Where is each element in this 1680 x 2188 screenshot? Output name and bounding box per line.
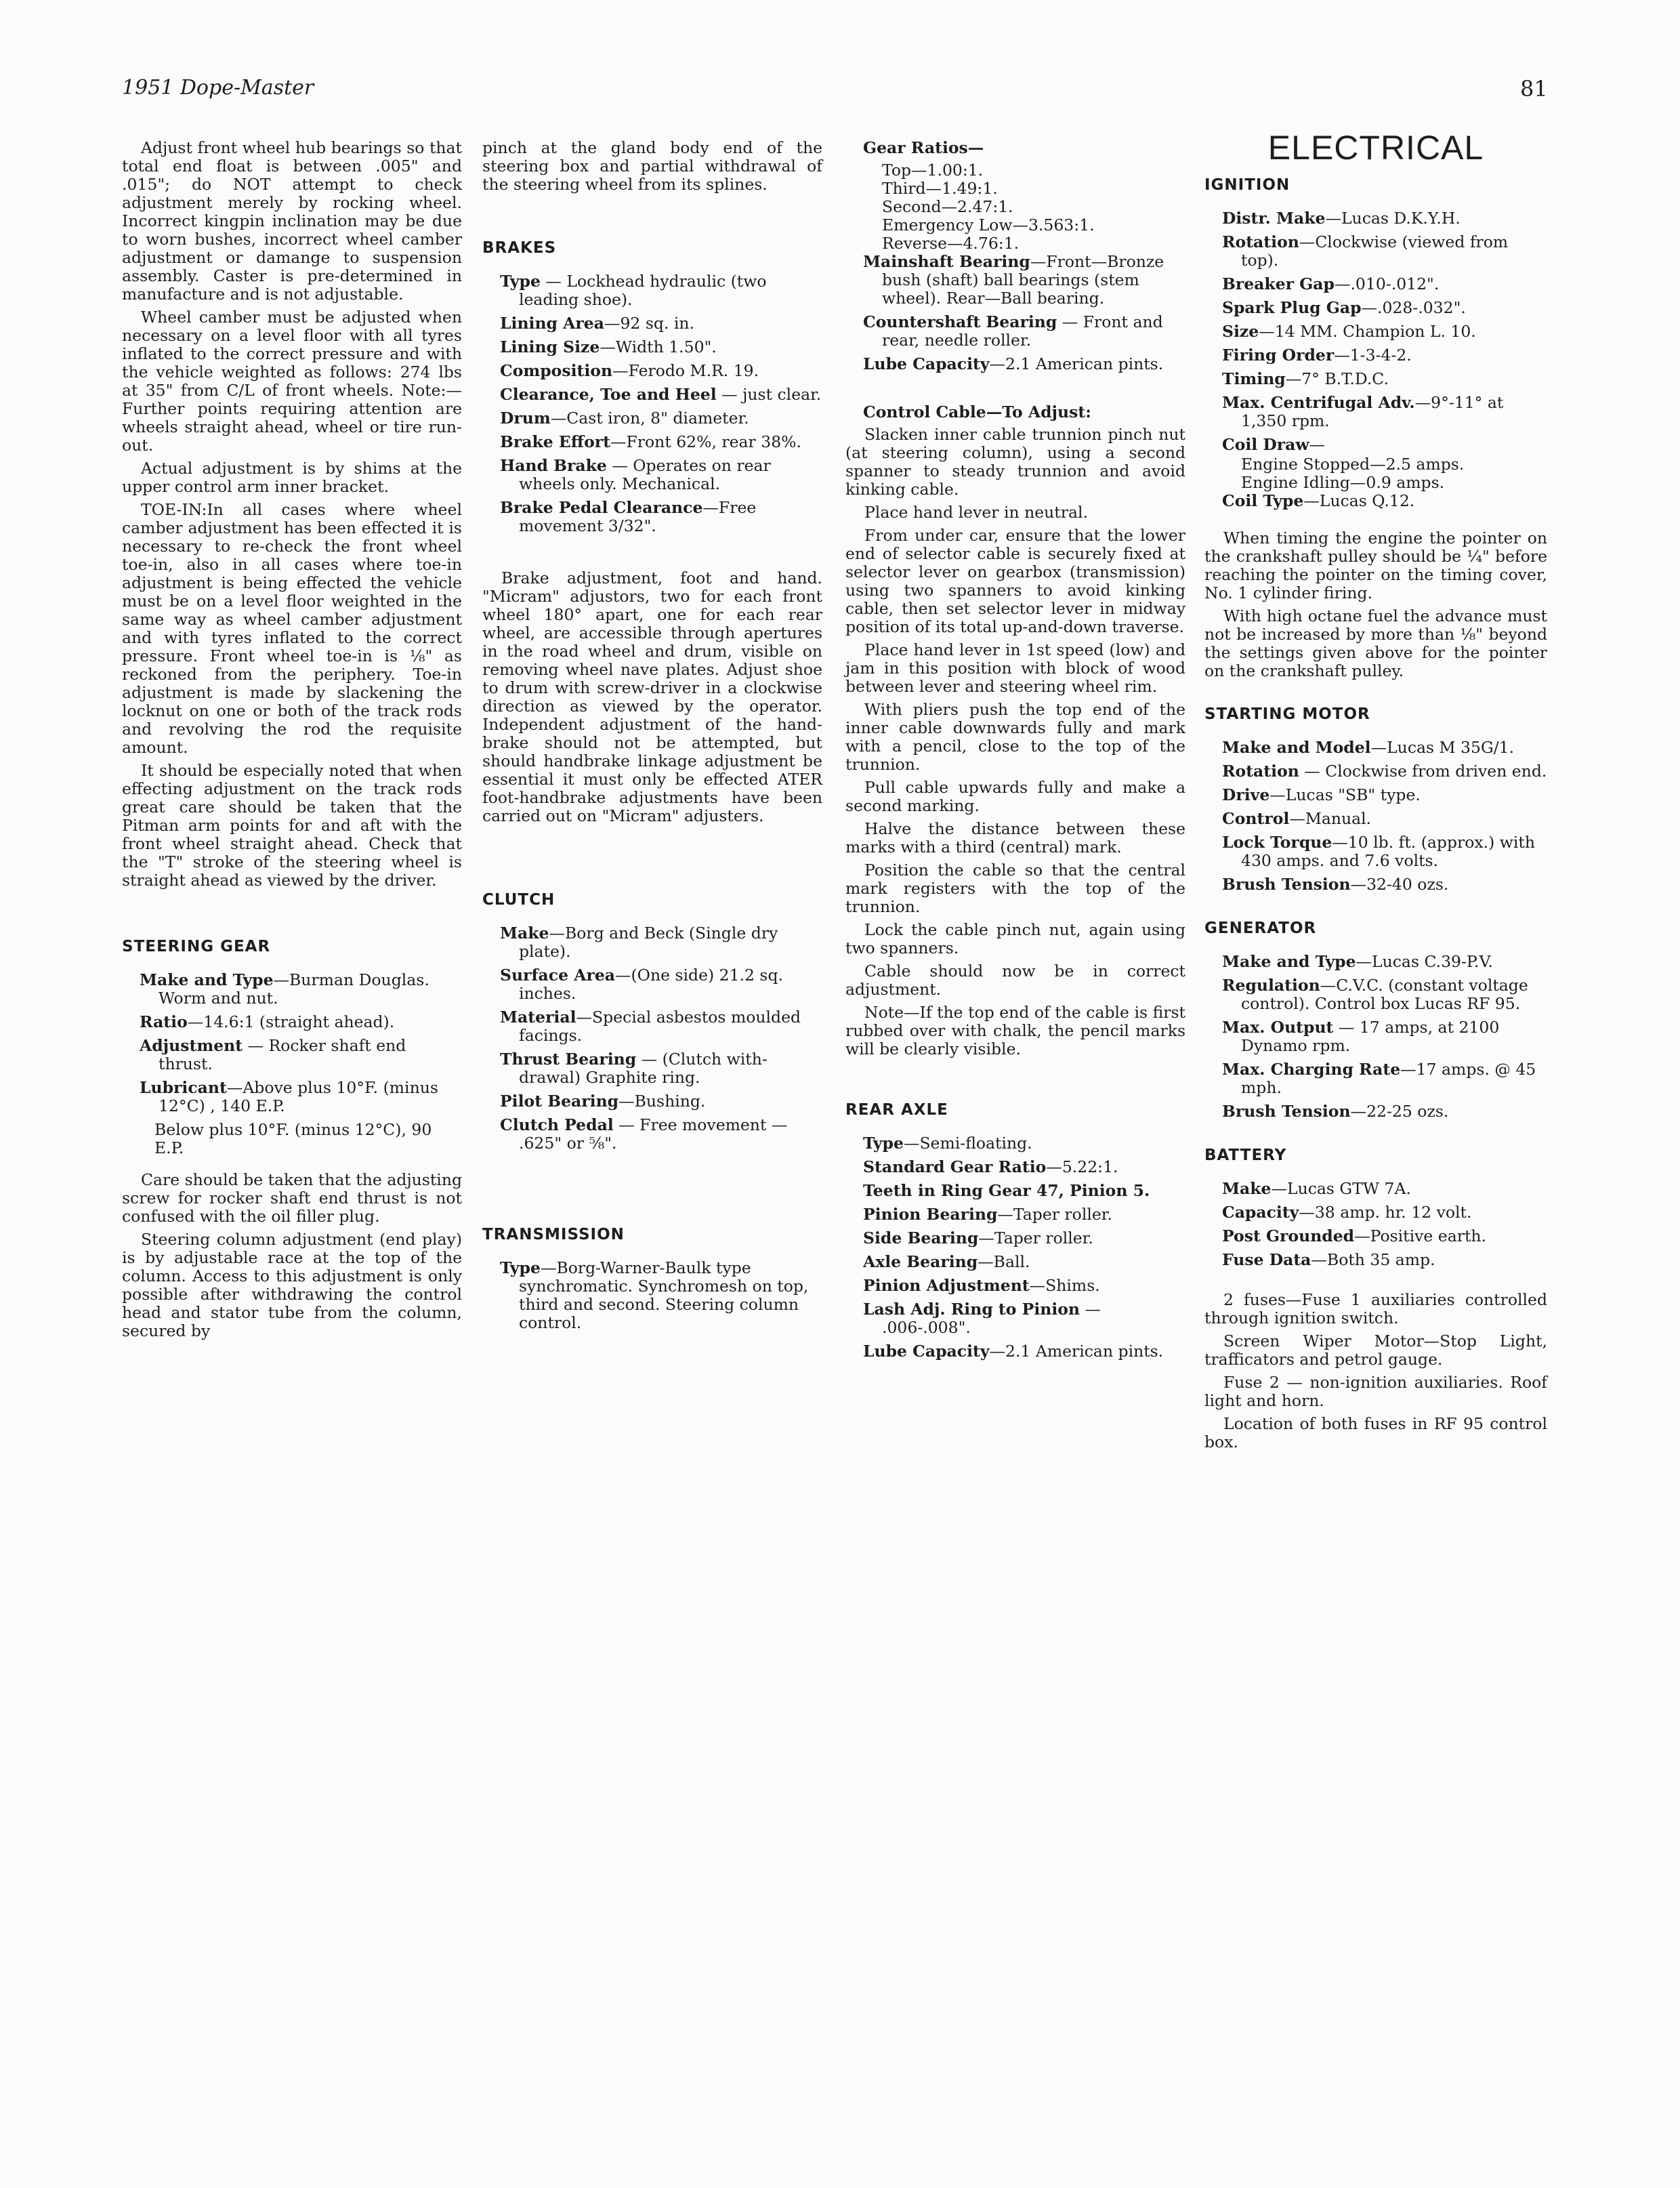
list-line: Reverse—4.76:1.: [882, 234, 1020, 253]
spec-key: Spark Plug Gap: [1222, 298, 1362, 317]
section-heading-starting-motor: STARTING MOTOR: [1204, 705, 1370, 723]
spec-item: [1204, 739, 1547, 757]
spec-item: [1204, 233, 1547, 270]
spec-value: —Shims.: [1029, 1276, 1100, 1295]
paragraph: Note—If the top end of the cable is first rubbed over with chalk, the pencil marks will be clearly visible.: [845, 1003, 1185, 1058]
spec-value: — Lockhead hydraulic (two leading shoe).: [519, 272, 767, 309]
paragraph: Cable should now be in correct adjustment.: [845, 962, 1185, 999]
spec-item: [1204, 1251, 1547, 1269]
list-line: Engine Idling—0.9 amps.: [1241, 473, 1445, 492]
spec-key: Make and Model: [1222, 738, 1371, 757]
paragraph: Slacken inner cable trunnion pinch nut (at steering column), using a second spanner to steady trunnion and avoid kinking cable.: [845, 425, 1185, 499]
spec-key: Timing: [1222, 369, 1286, 388]
spec-item: [122, 1079, 462, 1115]
section-heading-steering: STEERING GEAR: [122, 938, 271, 955]
column-4: [1204, 129, 1547, 1456]
spec-key: Adjustment: [140, 1036, 243, 1055]
list-line: Emergency Low—3.563:1.: [882, 215, 1095, 234]
paragraph: Brake adjustment, foot and hand. "Micram" adjustors, two for each front wheel 180° apart, one for each rear wheel, are accessible through apertures in the road wheel and drum, visible on removing wheel nave plates. Adjust shoe to drum with screw-driver in a clockwise direction as viewed by the operator. Independent adjustment of the hand-brake should not be attempted, but should handbrake linkage adjustment be essential it must only be effected ATER foot-handbrake adjustments have been carried out on "Micram" adjusters.: [482, 569, 822, 825]
spec-key: Make: [500, 924, 549, 943]
spec-key: Firing Order: [1222, 346, 1335, 365]
spec-item: [1204, 786, 1547, 804]
spec-value: — just clear.: [716, 385, 822, 404]
spec-item: [1204, 976, 1547, 1013]
spec-value: —Lucas D.K.Y.H.: [1325, 209, 1461, 228]
spec-value: — 17 amps, at 2100 Dynamo rpm.: [1241, 1018, 1500, 1055]
column-2: [482, 139, 822, 1338]
spec-key: Type: [500, 272, 541, 291]
spec-item: [122, 971, 462, 1008]
battery-spec-list: [1204, 1180, 1547, 1269]
spec-item: [482, 1259, 822, 1332]
transmission-bearing-list: [845, 253, 1185, 373]
spec-key: Regulation: [1222, 976, 1320, 995]
spec-value: —92 sq. in.: [604, 314, 695, 333]
spec-item: [845, 355, 1185, 373]
spec-key: Pinion Bearing: [863, 1205, 998, 1224]
spec-key: Brush Tension: [1222, 1102, 1351, 1121]
spec-value: —Front—Bronze bush (shaft) ball bearings (stem wheel). Rear—Ball bearing.: [882, 252, 1164, 308]
spec-value: —Lucas M 35G/1.: [1370, 738, 1515, 757]
spec-key: Capacity: [1222, 1203, 1299, 1222]
paragraph: Care should be taken that the adjusting screw for rocker shaft end thrust is not confused with the oil filler plug.: [122, 1170, 462, 1226]
paragraph: Steering column adjustment (end play) is by adjustable race at the top of the column. Access to this adjustment is only possible after withdrawing the control head and stator tube from the column, secured by: [122, 1230, 462, 1340]
spec-value: —Free movement 3/32".: [519, 498, 757, 535]
spec-item: [845, 1134, 1185, 1153]
spec-value: —7° B.T.D.C.: [1285, 369, 1389, 388]
spec-key: Clutch Pedal: [500, 1115, 614, 1134]
spec-key: Pilot Bearing: [500, 1092, 619, 1111]
spec-item: [1204, 1180, 1547, 1198]
spec-key: Axle Bearing: [863, 1252, 978, 1271]
coil-draw-list: [1204, 455, 1547, 492]
spec-key: Make and Type: [140, 970, 274, 989]
spec-item: [122, 1037, 462, 1073]
spec-key: Brake Pedal Clearance: [500, 498, 703, 517]
spec-value: —22-25 ozs.: [1350, 1102, 1449, 1121]
spec-value: —: [1309, 435, 1326, 454]
spec-value: —38 amp. hr. 12 volt.: [1299, 1203, 1472, 1222]
spec-key: Teeth in Ring Gear 47, Pinion 5.: [863, 1181, 1150, 1200]
spec-key: Type: [500, 1258, 541, 1277]
spec-item: [1204, 1018, 1547, 1055]
spec-key: Material: [500, 1008, 576, 1027]
spec-item: [482, 1050, 822, 1087]
spec-value: —Cast iron, 8" diameter.: [550, 409, 749, 428]
spec-key: Make and Type: [1222, 952, 1356, 971]
paragraph: With high octane fuel the advance must not be increased by more than ⅛" beyond the settings given above for the pointer on the crankshaft pulley.: [1204, 606, 1547, 680]
spec-value: —Semi-floating.: [903, 1134, 1032, 1153]
spec-item: [1204, 875, 1547, 894]
spec-value: —Clockwise (viewed from top).: [1241, 232, 1509, 270]
section-heading-brakes: BRAKES: [482, 239, 557, 257]
spec-key: Side Bearing: [863, 1229, 979, 1247]
section-heading-rear-axle: REAR AXLE: [845, 1101, 948, 1119]
spec-key: Drive: [1222, 785, 1270, 804]
spec-key: Max. Output: [1222, 1018, 1334, 1037]
transmission-spec-list: [482, 1259, 822, 1332]
spec-item: [482, 1092, 822, 1111]
column-3: [845, 139, 1185, 1366]
running-header-title: 1951 Dope-Master: [122, 76, 314, 100]
spec-value: —Special asbestos moulded facings.: [519, 1008, 801, 1045]
spec-value: —32-40 ozs.: [1350, 875, 1449, 894]
spec-key: Breaker Gap: [1222, 274, 1335, 293]
steering-spec-list: [122, 971, 462, 1115]
spec-key: Max. Charging Rate: [1222, 1060, 1401, 1079]
spec-item: [1204, 275, 1547, 293]
spec-item: [845, 1182, 1185, 1200]
spec-value: —.010-.012".: [1334, 274, 1440, 293]
list-line: Second—2.47:1.: [882, 197, 1013, 216]
spec-value: —2.1 American pints.: [989, 354, 1164, 373]
spec-item: [1204, 370, 1547, 388]
column-1: [122, 139, 462, 1345]
spec-key: Lubricant: [140, 1078, 227, 1097]
spec-item: [482, 409, 822, 428]
spec-item: [1204, 323, 1547, 341]
spec-key: Distr. Make: [1222, 209, 1326, 228]
spec-value: —C.V.C. (constant voltage control). Control box Lucas RF 95.: [1241, 976, 1528, 1013]
spec-value: —2.1 American pints.: [989, 1342, 1164, 1361]
spec-value: — Rocker shaft end thrust.: [159, 1036, 406, 1073]
spec-key: Brake Effort: [500, 432, 610, 451]
spec-key: Lube Capacity: [863, 1342, 990, 1361]
spec-key: Thrust Bearing: [500, 1050, 637, 1069]
spec-item: [1204, 762, 1547, 781]
paragraph: pinch at the gland body end of the steering box and partial withdrawal of the steering wheel from its splines.: [482, 138, 822, 194]
paragraph: Place hand lever in neutral.: [864, 503, 1088, 522]
spec-key: Fuse Data: [1222, 1250, 1311, 1269]
spec-value: —Ferodo M.R. 19.: [612, 361, 759, 380]
spec-item: [845, 313, 1185, 350]
paragraph: 2 fuses—Fuse 1 auxiliaries controlled through ignition switch.: [1204, 1290, 1547, 1327]
paragraph: Actual adjustment is by shims at the upper control arm inner bracket.: [122, 459, 462, 496]
paragraph: Halve the distance between these marks with a third (central) mark.: [845, 819, 1185, 856]
spec-item-coil-type: Coil Type—Lucas Q.12.: [1222, 491, 1415, 510]
spec-item: [845, 1342, 1185, 1361]
spec-item: [1204, 1203, 1547, 1222]
rear-axle-spec-list: [845, 1134, 1185, 1361]
spec-value: —Front 62%, rear 38%.: [610, 432, 801, 451]
spec-item: [482, 314, 822, 333]
spec-value: —Lucas C.39-P.V.: [1356, 952, 1493, 971]
section-heading-clutch: CLUTCH: [482, 891, 555, 909]
lubricant-note: Below plus 10°F. (minus 12°C), 90 E.P.: [154, 1120, 432, 1157]
brakes-spec-list: [482, 272, 822, 535]
spec-item: [1204, 299, 1547, 317]
generator-spec-list: [1204, 953, 1547, 1121]
spec-value: —14 MM. Champion L. 10.: [1259, 322, 1476, 341]
paragraph: Place hand lever in 1st speed (low) and jam in this position with block of wood between lever and steering wheel rim.: [845, 640, 1185, 696]
spec-value: —Burman Douglas. Worm and nut.: [159, 970, 429, 1008]
spec-value: —Lucas GTW 7A.: [1271, 1179, 1411, 1198]
spec-key: Drum: [500, 409, 551, 428]
spec-key: Surface Area: [500, 966, 616, 985]
spec-key: Lining Size: [500, 337, 600, 356]
spec-value: —Width 1.50".: [600, 337, 717, 356]
paragraph: Wheel camber must be adjusted when necessary on a level floor with all tyres inflated to the correct pressure and with the vehicle weighted as follows: 274 lbs at 35" from C/L of front wheels. Note:— Further points requiring attention are wheels straight ahead, wheel or tire run-out.: [122, 308, 462, 455]
spec-item: [845, 1205, 1185, 1224]
control-cable-heading: Control Cable—To Adjust:: [863, 402, 1091, 421]
spec-value: —Lucas "SB" type.: [1269, 785, 1421, 804]
electrical-title: ELECTRICAL: [1267, 129, 1484, 167]
spec-key: Coil Draw: [1222, 435, 1309, 454]
spec-key: Rotation: [1222, 232, 1299, 251]
spec-value: —Positive earth.: [1354, 1226, 1486, 1245]
spec-key: Countershaft Bearing: [863, 312, 1057, 331]
spec-value: —Taper roller.: [997, 1205, 1112, 1224]
spec-key: Brush Tension: [1222, 875, 1351, 894]
spec-item: [1204, 1227, 1547, 1245]
spec-value: —Both 35 amp.: [1311, 1250, 1435, 1269]
spec-item: [1204, 833, 1547, 870]
spec-item: [482, 338, 822, 356]
spec-item: [482, 362, 822, 380]
spec-key: Ratio: [140, 1012, 188, 1031]
spec-key: Post Grounded: [1222, 1226, 1355, 1245]
spec-value: —10 lb. ft. (approx.) with 430 amps. and 7.6 volts.: [1241, 833, 1535, 870]
spec-item: [482, 1116, 822, 1153]
paragraph: Screen Wiper Motor—Stop Light, trafficators and petrol gauge.: [1204, 1332, 1547, 1369]
spec-item: [845, 1253, 1185, 1271]
spec-value: — .006-.008".: [882, 1300, 1101, 1337]
spec-value: — (Clutch with-drawal) Graphite ring.: [519, 1050, 768, 1087]
spec-item: [1204, 346, 1547, 365]
starting-motor-spec-list: [1204, 739, 1547, 894]
paragraph: Pull cable upwards fully and make a second marking.: [845, 778, 1185, 815]
spec-item: [1204, 810, 1547, 828]
spec-key: Lock Torque: [1222, 833, 1332, 852]
paragraph: From under car, ensure that the lower end of selector cable is securely fixed at selector lever on gearbox (transmission) using two spanners to avoid kinking cable, then set selector lever in midway position of its total up-and-down traverse.: [845, 526, 1185, 636]
spec-item: [1204, 953, 1547, 971]
spec-value: — Front and rear, needle roller.: [882, 312, 1163, 350]
paragraph: When timing the engine the pointer on the crankshaft pulley should be ¼" before reaching the pointer on the timing cover, No. 1 cylinder firing.: [1204, 529, 1547, 602]
paragraph: With pliers push the top end of the inner cable downwards fully and mark with a pencil, close to the top of the trunnion.: [845, 700, 1185, 774]
paragraph: It should be especially noted that when effecting adjustment on the track rods great care should be taken that the Pitman arm points for and aft with the front wheel straight ahead. Check that the "T" stroke of the steering wheel is straight ahead as viewed by the driver.: [122, 761, 462, 890]
paragraph: TOE-IN:In all cases where wheel camber adjustment has been effected it is necessary to re-check the front wheel toe-in, also in all cases where toe-in adjustment is being effected the vehicle must be on a level floor weighted in the same way as wheel camber adjustment and with tyres inflated to the correct pressure. Front wheel toe-in is ⅛" as reckoned from the periphery. Toe-in adjustment is made by slackening the locknut on one or both of the track rods and revolving the rod the requisite amount.: [122, 500, 462, 757]
spec-item: [482, 386, 822, 404]
spec-key: Type: [863, 1134, 904, 1153]
spec-item: [845, 1158, 1185, 1176]
spec-value: —(One side) 21.2 sq. inches.: [519, 966, 783, 1003]
spec-key: Pinion Adjustment: [863, 1276, 1030, 1295]
spec-item: [845, 253, 1185, 308]
section-heading-transmission: TRANSMISSION: [482, 1226, 625, 1243]
spec-item: [1204, 1060, 1547, 1097]
spec-value: — Clockwise from driven end.: [1299, 762, 1547, 781]
spec-key: Lube Capacity: [863, 354, 990, 373]
ignition-spec-list: [1204, 209, 1547, 454]
list-line: Third—1.49:1.: [882, 179, 998, 198]
spec-item: [1204, 436, 1547, 454]
spec-value: —14.6:1 (straight ahead).: [187, 1012, 395, 1031]
spec-value: —.028-.032".: [1361, 298, 1466, 317]
spec-key: Standard Gear Ratio: [863, 1157, 1047, 1176]
spec-item: [482, 433, 822, 451]
spec-item: [1204, 209, 1547, 228]
spec-item: [845, 1300, 1185, 1337]
gear-ratios-list: [845, 161, 1185, 253]
spec-value: —5.22:1.: [1046, 1157, 1118, 1176]
spec-item: [482, 924, 822, 961]
list-line: Engine Stopped—2.5 amps.: [1241, 455, 1465, 474]
page-number: 81: [1520, 76, 1548, 102]
spec-item: [482, 966, 822, 1003]
control-cable-steps: [845, 426, 1185, 1058]
spec-item: [1204, 394, 1547, 430]
spec-item: [122, 1013, 462, 1031]
spec-key: Mainshaft Bearing: [863, 252, 1030, 271]
spec-item: [1204, 1102, 1547, 1121]
spec-item: [482, 499, 822, 535]
spec-value: —Manual.: [1289, 809, 1372, 828]
spec-item: [845, 1277, 1185, 1295]
paragraph: Position the cable so that the central mark registers with the top of the trunnion.: [845, 861, 1185, 916]
section-heading-ignition: IGNITION: [1204, 176, 1290, 194]
paragraph: Adjust front wheel hub bearings so that total end float is between .005" and .015"; do NOT attempt to check adjustment merely by rocking wheel. Incorrect kingpin inclination may be due to worn bushes, incorrect wheel camber adjustment or damange to suspension assembly. Caster is pre-determined in manufacture and is not adjustable.: [122, 138, 462, 304]
gear-ratios-label: Gear Ratios—: [863, 138, 984, 157]
section-heading-generator: GENERATOR: [1204, 920, 1317, 937]
spec-key: Clearance, Toe and Heel: [500, 385, 717, 404]
spec-key: Make: [1222, 1179, 1272, 1198]
spec-key: Max. Centrifugal Adv.: [1222, 393, 1415, 412]
spec-item: [482, 272, 822, 309]
paragraph: Lock the cable pinch nut, again using two spanners.: [845, 920, 1185, 957]
spec-value: —Borg-Warner-Baulk type synchromatic. Synchromesh on top, third and second. Steering column control.: [519, 1258, 809, 1332]
spec-item: [845, 1229, 1185, 1247]
spec-value: —Taper roller.: [978, 1229, 1093, 1247]
spec-value: —17 amps. @ 45 mph.: [1241, 1060, 1536, 1097]
spec-key: Size: [1222, 322, 1259, 341]
spec-value: —Bushing.: [618, 1092, 706, 1111]
paragraph: Location of both fuses in RF 95 control box.: [1204, 1414, 1547, 1451]
paragraph: Fuse 2 — non-ignition auxiliaries. Roof light and horn.: [1204, 1373, 1547, 1410]
spec-key: Lash Adj. Ring to Pinion: [863, 1300, 1080, 1319]
spec-value: — Free movement — .625" or ⅝".: [519, 1115, 788, 1153]
clutch-spec-list: [482, 924, 822, 1153]
spec-key: Composition: [500, 361, 613, 380]
section-heading-battery: BATTERY: [1204, 1147, 1287, 1164]
spec-key: Lining Area: [500, 314, 604, 333]
spec-item: [482, 457, 822, 493]
spec-key: Hand Brake: [500, 456, 607, 475]
spec-value: —1-3-4-2.: [1334, 346, 1412, 365]
spec-key: Rotation: [1222, 762, 1299, 781]
spec-item: [482, 1008, 822, 1045]
spec-value: —Above plus 10°F. (minus 12°C) , 140 E.P.: [159, 1078, 438, 1115]
spec-value: — Operates on rear wheels only. Mechanical.: [519, 456, 771, 493]
spec-value: —9°-11° at 1,350 rpm.: [1241, 393, 1504, 430]
spec-value: —Borg and Beck (Single dry plate).: [519, 924, 778, 961]
spec-value: —Ball.: [978, 1252, 1030, 1271]
spec-key: Control: [1222, 809, 1290, 828]
list-line: Top—1.00:1.: [882, 161, 984, 180]
